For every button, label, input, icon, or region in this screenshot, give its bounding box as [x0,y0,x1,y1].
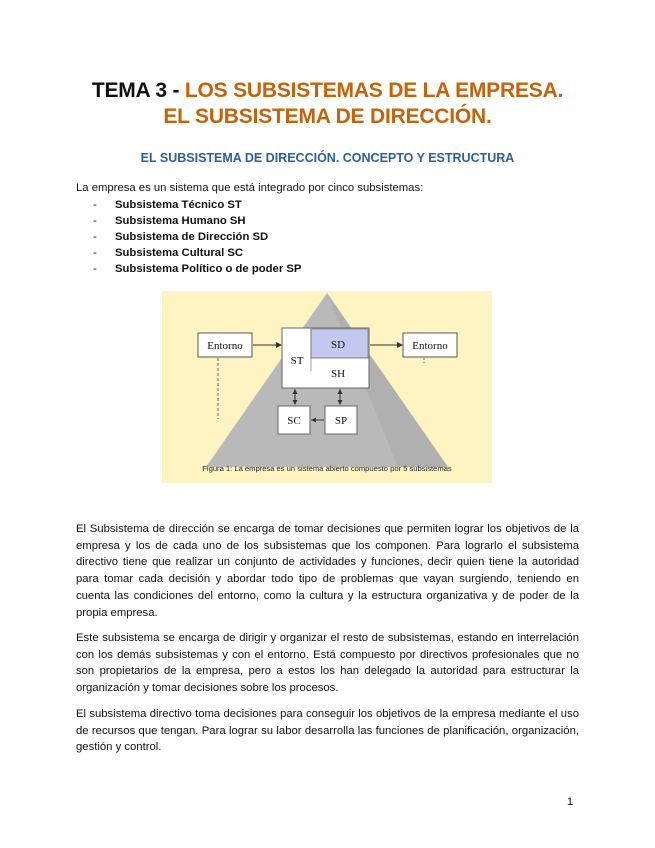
sh-label: SH [330,368,346,380]
list-item [93,261,301,277]
list-item-text: Subsistema de Dirección SD [115,231,269,243]
list-item-text: Subsistema Técnico ST [115,199,242,211]
paragraph-3: El subsistema directivo toma decisiones para conseguir los objetivos de la empresa mediante el uso de recursos que tengan. Para lograr su labor desarrolla las funciones de planificación, organización, gestión y control. [76,708,579,754]
title-line-2: EL SUBSISTEMA DE DIRECCIÓN. [163,105,492,128]
list-marker: - [93,263,97,275]
subsystem-list [93,197,301,277]
list-item-text: Subsistema Político o de poder SP [115,263,302,275]
title-line-1 [0,78,655,104]
st-to-entorno-arrowhead [397,342,403,348]
section-heading: EL SUBSISTEMA DE DIRECCIÓN. CONCEPTO Y ESTRUCTURA [140,151,515,165]
list-item [93,197,301,213]
st-label: ST [290,355,304,367]
list-item [93,245,301,261]
list-marker: - [93,231,97,243]
subsystems-figure [162,291,492,483]
entorno-to-st-arrowhead [276,342,282,348]
sc-label: SC [287,415,301,427]
document-title [0,78,655,130]
list-marker: - [93,199,97,211]
list-marker: - [93,247,97,259]
list-item-text: Subsistema Humano SH [115,215,246,227]
sp-label: SP [334,415,348,427]
list-marker: - [93,215,97,227]
title-prefix: TEMA 3 - [91,79,185,102]
entorno-right-label: Entorno [412,340,448,352]
list-item [93,229,301,245]
paragraph-1: El Subsistema de dirección se encarga de tomar decisiones que permiten lograr los objetivos de la empresa y los de cada uno de los subsistemas que los componen. Para lograrlo el subsistema directivo tiene que realizar un conjunto de actividades y funciones, decir quien tiene la autoridad para tomar cada decisión y abordar todo tipo de problemas que vayan surgiendo, teniendo en cuenta las condiciones del entorno, como la cultura y la estructura organizativa y de poder de la propia empresa. [76,523,579,619]
figure-caption: Figura 1: La empresa es un sistema abierto compuesto por 5 subsistemas [202,464,452,473]
subsystems-diagram [162,291,492,483]
list-item-text: Subsistema Cultural SC [115,247,244,259]
intro-text: La empresa es un sistema que está integrado por cinco subsistemas: [76,182,424,194]
paragraph-2: Este subsistema se encarga de dirigir y organizar el resto de subsistemas, estando en interrelación con los demás subsistemas y con el entorno. Está compuesto por directivos profesionales que no son propietarios de la empresa, pero a estos los han delegado la autoridad para estructurar la organización y tomar decisiones sobre los procesos. [76,632,579,695]
page-number: 1 [567,796,574,808]
list-item [93,213,301,229]
sd-label: SD [330,339,346,351]
title-line-1-text: LOS SUBSISTEMAS DE LA EMPRESA. [184,79,564,102]
entorno-left-label: Entorno [207,340,243,352]
